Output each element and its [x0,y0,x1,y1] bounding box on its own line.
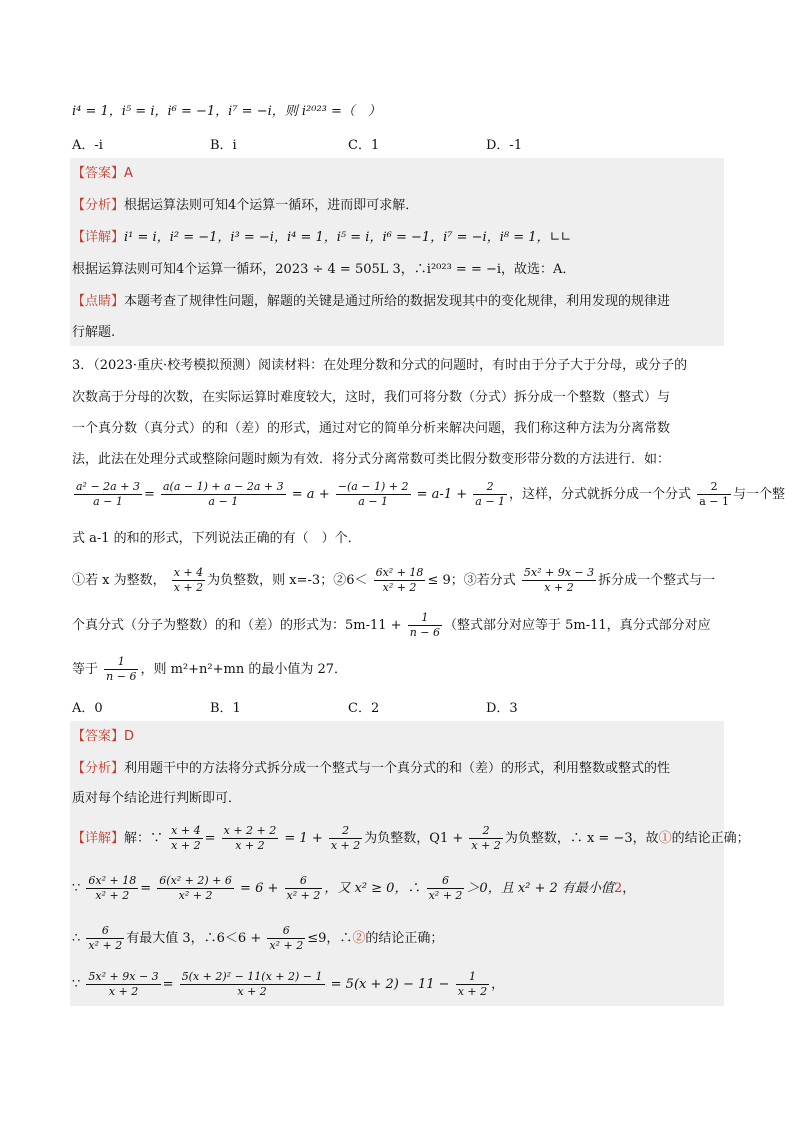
fraction: $\frac{\text{6(x² + 2) + 6}}{\text{x² + 2}}$ [159,874,232,902]
q3-option-c: C．2 [348,701,380,716]
answer-tag: 【答案】 [72,166,125,181]
q3-analysis-line-1: 【分析】利用题干中的方法将分式拆分成一个整式与一个真分式的和（差）的形式，利用整数或整式的性 [72,761,671,776]
q3-answer-line [72,728,134,746]
q2-solution-block [70,158,724,346]
fraction: $\frac{\text{6x² + 18}}{\text{x² + 2}}$ [88,874,137,902]
q3-line-4: 法，此法在处理分式或整除问题时颇为有效．将分式分离常数可类比假分数变形带分数的方法进行．如： [72,452,671,467]
q2-detail-line-2: 根据运算法则可知4个运算一循环，2023 ÷ 4 = 505L 3，∴i²⁰²³ = = −i，故选：A． [72,262,576,277]
q3-detail-line-2: ∵ $\frac{\text{6x² + 18}}{\text{x² + 2}}$ = $\frac{\text{6(x² + 2) + 6}}{\text{x² + 2}}$ = 6 + $\frac{6}{\text{x² + 2}}$ ，又 x² ≥ 0，∴ $\frac{6}{\text{x² + 2}}$ ＞0，且 x² + 2 有最小值2， [72,874,636,902]
q2-option-d: D．-1 [486,138,523,153]
fraction: $\frac{6}{\text{x² + 2}}$ [286,874,321,902]
q3-detail-line-4: ∵ $\frac{\text{5x² + 9x − 3}}{x + 2}$ = $\frac{\text{5(x + 2)² − 11(x + 2) − 1}}{x + 2}$ = 5(x + 2) − 11 − $\frac{1}{x + 2}$ ， [72,970,505,998]
detail-tag: 【详解】 [72,831,125,846]
q2-detail-line-1 [72,229,571,247]
q2-stem: i⁴ = 1，i⁵ = i，i⁶ = −1，i⁷ = −i，则 i²⁰²³ =（ ） [72,104,381,119]
q3-example-line: $\frac{\text{a² − 2a + 3}}{a - 1}$ = $\frac{a(a - 1) + a - 2a + 3}{a - 1}$ = a + $\frac{-(a - 1) + 2}{a - 1}$ = a-1 + $\frac{2}{a - 1}$ ，这样，分式就拆分成一个分式 $\frac{2}{a - 1}$ 与一个整 [76,480,785,508]
q3-line-9: 等于 $\frac{1}{n - 6}$ ，则 m²+n²+mn 的最小值为 27． [72,655,347,683]
fraction: $\frac{1}{n - 6}$ [409,611,440,639]
q3-line-3: 一个真分数（真分式）的和（差）的形式，通过对它的简单分析来解决问题，我们称这种方法为分离常数 [72,421,671,436]
q3-line-8: 个真分式（分子为整数）的和（差）的形式为：5m-11 + $\frac{1}{n - 6}$ （整式部分对应等于 5m-11，真分式部分对应 [72,611,711,639]
q3-option-b: B．1 [210,701,241,716]
fraction: $\frac{x + 4}{x + 2}$ [173,566,204,594]
q3-statements-line: ①若 x 为整数， $\frac{x + 4}{x + 2}$ 为负整数，则 x=-3；②6＜ $\frac{\text{6x² + 18}}{\text{x² + 2}}$ ≤ 9；③若分式 $\frac{\text{5x² + 9x − 3}}{x + 2}$ 拆分成一个整式与一 [72,566,716,594]
comment-text: 本题考查了规律性问题，解题的关键是通过所给的数据发现其中的变化规律，利用发现的规律进 [124,294,671,309]
fraction: $\frac{\text{5(x + 2)² − 11(x + 2) − 1}}{x + 2}$ [181,970,323,998]
q3-analysis-line-2: 质对每个结论进行判断即可． [72,791,242,806]
detail-text: i¹ = i，i² = −1，i³ = −i，i⁴ = 1，i⁵ = i，i⁶ = −1，i⁷ = −i，i⁸ = 1，∟∟ [124,230,572,245]
fraction: $\frac{-(a - 1) + 2}{a - 1}$ [337,480,409,508]
q2-option-a: A．-i [72,138,103,153]
fraction: $\frac{x + 4}{x + 2}$ [171,824,201,852]
q2-option-b: B．i [210,138,237,153]
fraction: $\frac{1}{x + 2}$ [457,970,488,998]
q3-line-2: 次数高于分母的次数，在实际运算时难度较大，这时，我们可将分数（分式）拆分成一个整数（整式）与 [72,390,671,405]
q3-line-6: 式 a-1 的和的形式，下列说法正确的有（ ）个． [72,531,361,546]
q3-option-a: A．0 [72,701,103,716]
q2-comment-line-1 [72,293,670,311]
q2-comment-line-2: 行解题. [72,325,116,340]
fraction: $\frac{2}{x + 2}$ [330,824,361,852]
fraction: $\frac{6}{\text{x² + 2}}$ [428,874,463,902]
fraction: $\frac{\text{5x² + 9x − 3}}{x + 2}$ [523,566,595,594]
fraction: $\frac{2}{a - 1}$ [699,480,729,508]
q3-detail-line-1: 【详解】解：∵ $\frac{x + 4}{x + 2}$ = $\frac{x + 2 + 2}{x + 2}$ = 1 + $\frac{2}{x + 2}$ 为负整数，Q1 + $\frac{2}{x + 2}$ 为负整数，∴ x = −3，故①的结论正确； [72,824,750,852]
q3-detail-line-3: ∴ $\frac{6}{\text{x² + 2}}$ 有最大值 3，∴6＜6 + $\frac{6}{\text{x² + 2}}$ ≤9，∴②的结论正确； [72,924,444,952]
fraction: $\frac{x + 2 + 2}{x + 2}$ [223,824,277,852]
fraction: $\frac{\text{a² − 2a + 3}}{a - 1}$ [76,480,140,508]
q2-analysis-line [72,197,418,215]
fraction: $\frac{a(a - 1) + a - 2a + 3}{a - 1}$ [162,480,284,508]
analysis-tag: 【分析】 [72,761,125,776]
fraction: $\frac{2}{a - 1}$ [475,480,506,508]
q3-option-d: D．3 [486,701,518,716]
q3-line-1: 3．（2023·重庆·校考模拟预测）阅读材料：在处理分数和分式的问题时，有时由于分子大于分母，或分子的 [72,358,688,373]
q2-answer-line [72,165,133,183]
fraction: $\frac{2}{x + 2}$ [471,824,501,852]
detail-tag: 【详解】 [72,230,125,245]
fraction: $\frac{6}{\text{x² + 2}}$ [88,924,123,952]
fraction: $\frac{\text{6x² + 18}}{\text{x² + 2}}$ [375,566,424,594]
fraction: $\frac{1}{n - 6}$ [106,655,137,683]
q2-option-c: C．1 [348,138,380,153]
analysis-text: 根据运算法则可知4个运算一循环，进而即可求解． [124,198,419,213]
circled-two: ② [352,931,366,946]
fraction: $\frac{\text{5x² + 9x − 3}}{x + 2}$ [88,970,159,998]
answer-tag: 【答案】 [72,729,125,744]
analysis-tag: 【分析】 [72,198,125,213]
answer-value: D [124,729,135,744]
fraction: $\frac{6}{\text{x² + 2}}$ [269,924,304,952]
answer-value: A [124,166,133,181]
comment-tag: 【点睛】 [72,294,125,309]
circled-one: ① [658,831,672,846]
